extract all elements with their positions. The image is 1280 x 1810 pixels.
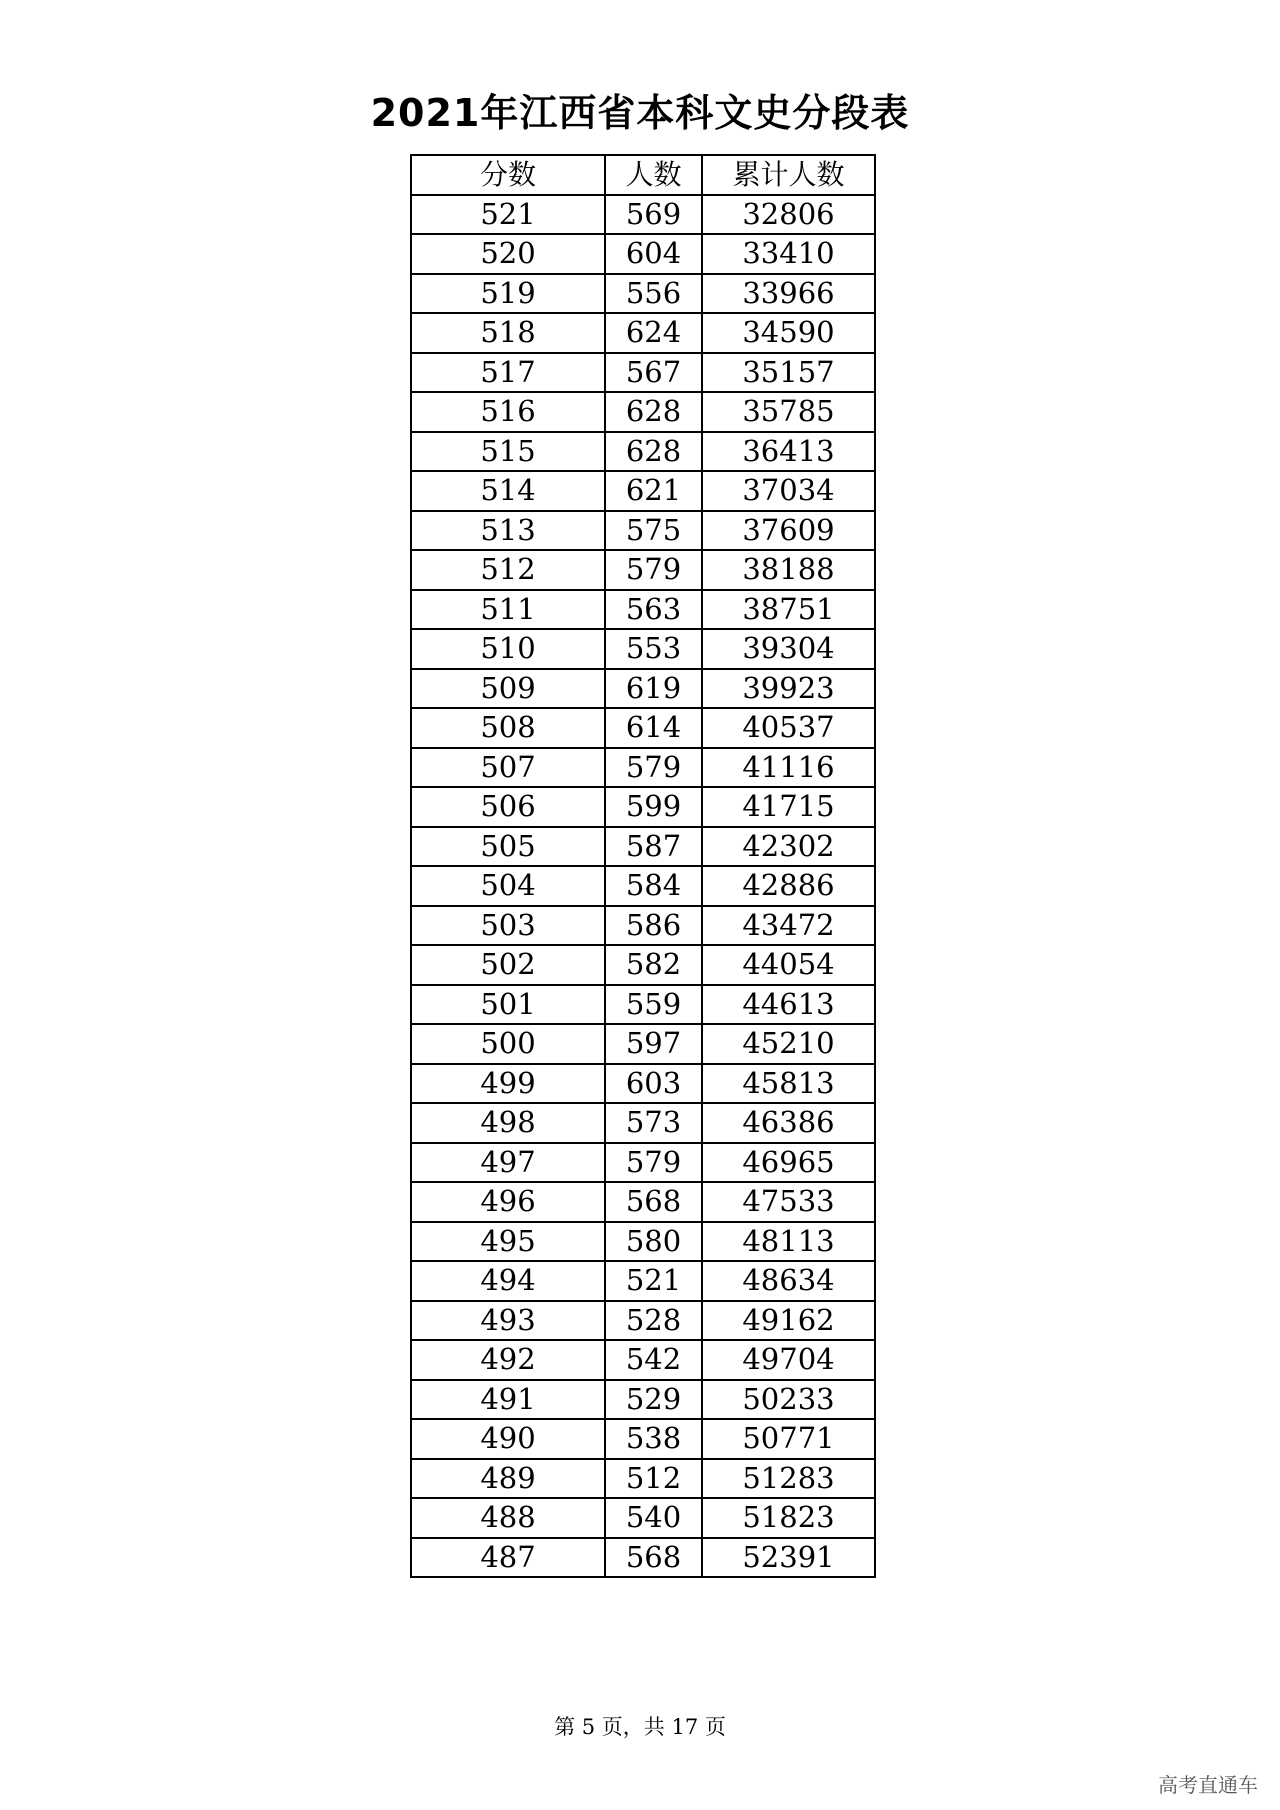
cell-cumulative: 33410 — [702, 234, 875, 274]
table-row — [411, 866, 875, 906]
cell-score: 515 — [411, 432, 605, 472]
cell-cumulative: 50771 — [702, 1419, 875, 1459]
cell-score: 507 — [411, 748, 605, 788]
table-row — [411, 1340, 875, 1380]
cell-cumulative: 40537 — [702, 708, 875, 748]
cell-score: 488 — [411, 1498, 605, 1538]
cell-count: 540 — [605, 1498, 702, 1538]
cell-score: 491 — [411, 1380, 605, 1420]
cell-cumulative: 46386 — [702, 1103, 875, 1143]
cell-count: 580 — [605, 1222, 702, 1262]
table-row — [411, 1222, 875, 1262]
cell-count: 573 — [605, 1103, 702, 1143]
cell-cumulative: 37034 — [702, 471, 875, 511]
cell-score: 489 — [411, 1459, 605, 1499]
cell-score: 503 — [411, 906, 605, 946]
table-row — [411, 353, 875, 393]
table-row — [411, 1064, 875, 1104]
table-row — [411, 748, 875, 788]
table-row — [411, 1143, 875, 1183]
cell-cumulative: 34590 — [702, 313, 875, 353]
cell-score: 516 — [411, 392, 605, 432]
cell-count: 582 — [605, 945, 702, 985]
cell-cumulative: 45210 — [702, 1024, 875, 1064]
table-header-row — [411, 155, 875, 195]
column-header-cumulative: 累计人数 — [702, 155, 875, 195]
table-row — [411, 1103, 875, 1143]
table-row — [411, 787, 875, 827]
table-row — [411, 195, 875, 235]
cell-score: 504 — [411, 866, 605, 906]
cell-count: 619 — [605, 669, 702, 709]
cell-count: 603 — [605, 1064, 702, 1104]
cell-score: 521 — [411, 195, 605, 235]
cell-count: 542 — [605, 1340, 702, 1380]
table-row — [411, 1024, 875, 1064]
cell-score: 509 — [411, 669, 605, 709]
cell-score: 490 — [411, 1419, 605, 1459]
cell-score: 492 — [411, 1340, 605, 1380]
cell-count: 521 — [605, 1261, 702, 1301]
cell-cumulative: 50233 — [702, 1380, 875, 1420]
table-body — [411, 195, 875, 1578]
cell-score: 511 — [411, 590, 605, 630]
cell-cumulative: 45813 — [702, 1064, 875, 1104]
cell-cumulative: 49162 — [702, 1301, 875, 1341]
cell-cumulative: 46965 — [702, 1143, 875, 1183]
cell-score: 510 — [411, 629, 605, 669]
cell-cumulative: 48634 — [702, 1261, 875, 1301]
cell-score: 517 — [411, 353, 605, 393]
cell-score: 502 — [411, 945, 605, 985]
table-row — [411, 313, 875, 353]
cell-score: 497 — [411, 1143, 605, 1183]
cell-count: 563 — [605, 590, 702, 630]
cell-score: 496 — [411, 1182, 605, 1222]
cell-score: 493 — [411, 1301, 605, 1341]
cell-count: 604 — [605, 234, 702, 274]
cell-score: 512 — [411, 550, 605, 590]
cell-score: 487 — [411, 1538, 605, 1578]
cell-count: 559 — [605, 985, 702, 1025]
cell-cumulative: 52391 — [702, 1538, 875, 1578]
cell-score: 495 — [411, 1222, 605, 1262]
cell-count: 628 — [605, 432, 702, 472]
cell-score: 519 — [411, 274, 605, 314]
column-header-count: 人数 — [605, 155, 702, 195]
cell-score: 518 — [411, 313, 605, 353]
cell-count: 628 — [605, 392, 702, 432]
cell-cumulative: 32806 — [702, 195, 875, 235]
cell-cumulative: 42886 — [702, 866, 875, 906]
cell-score: 499 — [411, 1064, 605, 1104]
cell-cumulative: 36413 — [702, 432, 875, 472]
cell-count: 584 — [605, 866, 702, 906]
table-row — [411, 1459, 875, 1499]
cell-count: 512 — [605, 1459, 702, 1499]
table-row — [411, 708, 875, 748]
cell-cumulative: 42302 — [702, 827, 875, 867]
cell-count: 597 — [605, 1024, 702, 1064]
table-row — [411, 985, 875, 1025]
cell-cumulative: 44613 — [702, 985, 875, 1025]
cell-cumulative: 33966 — [702, 274, 875, 314]
table-row — [411, 827, 875, 867]
table-row — [411, 550, 875, 590]
cell-cumulative: 35785 — [702, 392, 875, 432]
cell-count: 528 — [605, 1301, 702, 1341]
cell-cumulative: 47533 — [702, 1182, 875, 1222]
cell-count: 586 — [605, 906, 702, 946]
table-row — [411, 1182, 875, 1222]
cell-count: 614 — [605, 708, 702, 748]
cell-count: 579 — [605, 550, 702, 590]
cell-count: 568 — [605, 1538, 702, 1578]
cell-count: 568 — [605, 1182, 702, 1222]
page-footer: 第 5 页，共 17 页 — [554, 1715, 726, 1739]
table-row — [411, 590, 875, 630]
cell-cumulative: 51823 — [702, 1498, 875, 1538]
table-row — [411, 906, 875, 946]
cell-count: 538 — [605, 1419, 702, 1459]
table-row — [411, 274, 875, 314]
cell-cumulative: 44054 — [702, 945, 875, 985]
cell-score: 501 — [411, 985, 605, 1025]
cell-score: 513 — [411, 511, 605, 551]
cell-cumulative: 41715 — [702, 787, 875, 827]
cell-count: 575 — [605, 511, 702, 551]
cell-count: 569 — [605, 195, 702, 235]
column-header-score: 分数 — [411, 155, 605, 195]
table-row — [411, 945, 875, 985]
cell-cumulative: 38751 — [702, 590, 875, 630]
cell-cumulative: 48113 — [702, 1222, 875, 1262]
cell-score: 506 — [411, 787, 605, 827]
cell-score: 500 — [411, 1024, 605, 1064]
score-distribution-table — [410, 154, 876, 1578]
cell-count: 567 — [605, 353, 702, 393]
cell-cumulative: 38188 — [702, 550, 875, 590]
table-row — [411, 234, 875, 274]
page-title: 2021年江西省本科文史分段表 — [370, 91, 910, 135]
cell-score: 514 — [411, 471, 605, 511]
cell-score: 498 — [411, 1103, 605, 1143]
table-row — [411, 1538, 875, 1578]
cell-count: 529 — [605, 1380, 702, 1420]
cell-score: 505 — [411, 827, 605, 867]
table-row — [411, 432, 875, 472]
table-row — [411, 392, 875, 432]
cell-cumulative: 35157 — [702, 353, 875, 393]
watermark: 高考直通车 — [1158, 1773, 1258, 1797]
cell-count: 553 — [605, 629, 702, 669]
cell-cumulative: 39304 — [702, 629, 875, 669]
cell-cumulative: 41116 — [702, 748, 875, 788]
table-row — [411, 1419, 875, 1459]
table-row — [411, 1380, 875, 1420]
cell-score: 494 — [411, 1261, 605, 1301]
cell-count: 599 — [605, 787, 702, 827]
cell-count: 621 — [605, 471, 702, 511]
cell-score: 520 — [411, 234, 605, 274]
cell-score: 508 — [411, 708, 605, 748]
table-row — [411, 669, 875, 709]
table-row — [411, 511, 875, 551]
cell-cumulative: 43472 — [702, 906, 875, 946]
cell-count: 579 — [605, 1143, 702, 1183]
cell-count: 587 — [605, 827, 702, 867]
cell-count: 579 — [605, 748, 702, 788]
cell-cumulative: 51283 — [702, 1459, 875, 1499]
cell-count: 556 — [605, 274, 702, 314]
cell-count: 624 — [605, 313, 702, 353]
table-row — [411, 1301, 875, 1341]
table-row — [411, 1498, 875, 1538]
table-row — [411, 1261, 875, 1301]
cell-cumulative: 37609 — [702, 511, 875, 551]
table-row — [411, 629, 875, 669]
table-row — [411, 471, 875, 511]
cell-cumulative: 39923 — [702, 669, 875, 709]
cell-cumulative: 49704 — [702, 1340, 875, 1380]
